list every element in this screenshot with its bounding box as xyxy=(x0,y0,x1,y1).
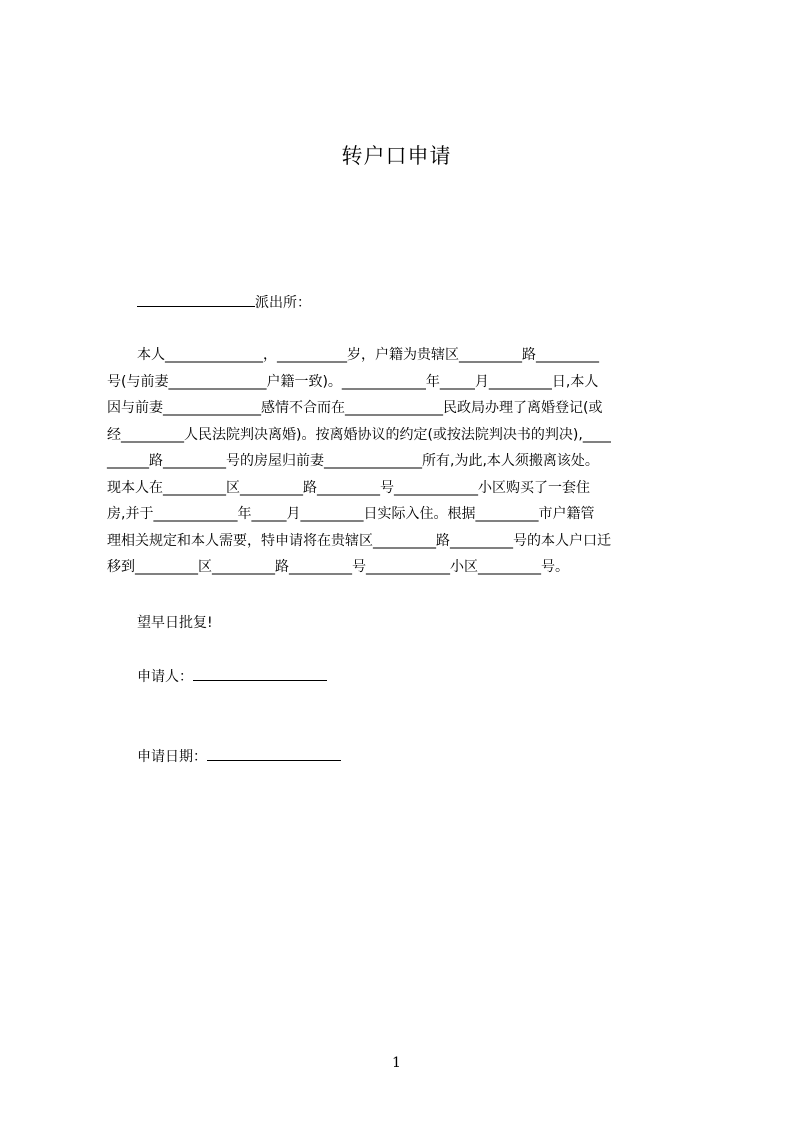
application-body xyxy=(107,342,701,581)
signer-blank[interactable] xyxy=(193,668,327,681)
body-line: 移到_________区_________路_________号____________小区_________号。 xyxy=(107,559,569,575)
body-line: 经_________人民法院判决离婚)。按离婚协议的约定(或按法院判决书的判决),____ xyxy=(107,426,611,443)
date-line xyxy=(137,746,341,766)
body-line: 本人______________，__________岁，户籍为贵辖区_________路_________ xyxy=(137,347,599,363)
body-line: 号(与前妻______________户籍一致)。____________年_____月_________日,本人 xyxy=(107,373,599,390)
closing-text: 望早日批复! xyxy=(137,615,213,631)
date-label: 申请日期： xyxy=(137,749,207,765)
body-line: 现本人在_________区_________路_________号____________小区购买了一套住 xyxy=(107,479,590,496)
addressee-line xyxy=(137,292,311,312)
page-number: 1 xyxy=(392,1055,401,1071)
body-line: ______路_________号的房屋归前妻______________所有,为此,本人须搬离该处。 xyxy=(107,453,599,469)
body-line: 因与前妻______________感情不合而在______________民政局办理了离婚登记(或 xyxy=(107,400,603,416)
page-title: 转户口申请 xyxy=(341,144,452,168)
body-line: 理相关规定和本人需要，特申请将在贵辖区_________路_________号的本人户口迁 xyxy=(107,532,611,549)
police-station-blank[interactable] xyxy=(137,294,255,307)
date-blank[interactable] xyxy=(207,748,341,761)
addressee-suffix: 派出所： xyxy=(255,295,311,311)
body-line: 房,并于____________年_____月_________日实际入住。根据_________市户籍管 xyxy=(107,506,595,522)
signer-label: 申请人： xyxy=(137,669,193,685)
signer-line xyxy=(137,666,327,686)
